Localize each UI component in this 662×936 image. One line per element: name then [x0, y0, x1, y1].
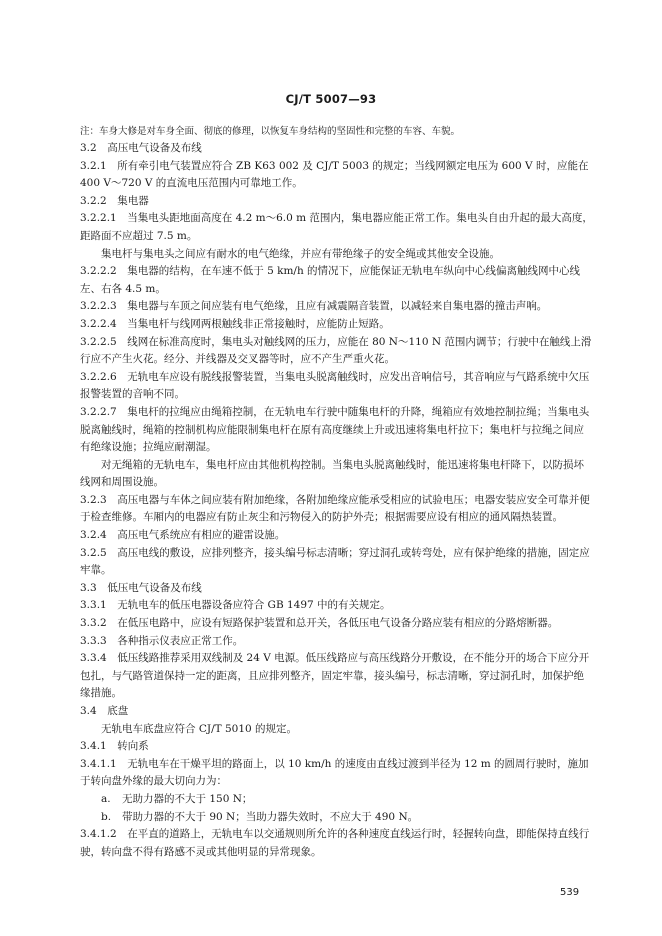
clause-paragraph: 3.2.2.6 无轨电车应设有脱线报警装置，当集电头脱离触线时，应发出音响信号，其音响应与气路系统中欠压报警装置的音响不同。 — [80, 370, 590, 401]
indented-paragraph: 对无绳箱的无轨电车，集电杆应由其他机构控制。当集电头脱离触线时，能迅速将集电杆降下，以防损坏线网和周围设施。 — [80, 458, 584, 489]
clause-paragraph: 3.2.2.7 集电杆的拉绳应由绳箱控制，在无轨电车行驶中随集电杆的升降，绳箱应有效地控制拉绳；当集电头脱离触线时，绳箱的控制机构应能限制集电杆在原有高度继续上升或迅速将集电杆拉下；集电杆与拉绳之间应有绝缘设施；拉绳应耐潮湿。 — [80, 405, 590, 454]
page-number: 539 — [560, 887, 580, 898]
clause-paragraph: 3.4.1.1 无轨电车在干燥平坦的路面上，以 10 km/h 的速度由直线过渡到半径为 12 m 的圆周行驶时，施加于转向盘外缘的最大切向力为： — [80, 757, 589, 788]
document-body — [80, 124, 594, 861]
clause-paragraph: 3.2.3 高压电器与车体之间应装有附加绝缘，各附加绝缘应能承受相应的试验电压；电器安装应安全可靠并便于检查维修。车厢内的电器应有防止灰尘和污物侵入的防护外壳；根据需要应设有相应的通风隔热装置。 — [80, 493, 590, 524]
clause-paragraph: 3.3.4 低压线路推荐采用双线制及 24 V 电源。低压线路应与高压线路分开敷设，在不能分开的场合下应分开包扎，与气路管道保持一定的距离，且应排列整齐，固定牢靠，接头编号，标志清晰，穿过洞孔时，加保护绝缘措施。 — [80, 652, 590, 700]
subsection-heading: 3.2.2 集电器 — [80, 194, 149, 207]
clause-paragraph: 3.2.2.2 集电器的结构，在车速不低于 5 km/h 的情况下，应能保证无轨电车纵向中心线偏离触线网中心线左、右各 4.5 m。 — [80, 265, 581, 295]
list-item — [80, 791, 594, 809]
section-heading: 3.2 高压电气设备及布线 — [80, 142, 202, 154]
list-item — [80, 809, 594, 827]
clause-paragraph: 3.3.2 在低压电路中，应设有短路保护装置和总开关，各低压电气设备分路应装有相应的分路熔断器。 — [80, 617, 559, 630]
subsection-heading: 3.4.1 转向系 — [80, 740, 149, 753]
list-item-text: 带助力器的不大于 90 N；当助力器失效时，不应大于 490 N。 — [122, 810, 419, 823]
list-item-label: b. — [101, 810, 112, 823]
clause-paragraph: 3.3.3 各种指示仪表应正常工作。 — [80, 634, 244, 647]
footnote: 注：车身大修是对车身全面、彻底的修理，以恢复车身结构的坚固性和完整的车容、车貌。 — [80, 126, 461, 137]
section-heading: 3.3 低压电气设备及布线 — [80, 581, 202, 594]
clause-paragraph: 3.2.2.4 当集电杆与线网两根触线非正常接触时，应能防止短路。 — [80, 317, 390, 330]
clause-paragraph: 3.2.2.3 集电器与车顶之间应装有电气绝缘，且应有减震隔音装置，以减轻来自集电器的撞击声响。 — [80, 300, 548, 313]
clause-paragraph: 3.4.1.2 在平直的道路上，无轨电车以交通规则所允许的各种速度直线运行时，轻握转向盘，即能保持直线行驶，转向盘不得有路感不灵或其他明显的异常现象。 — [80, 828, 590, 858]
indented-paragraph: 无轨电车底盘应符合 CJ/T 5010 的规定。 — [101, 722, 298, 735]
clause-paragraph: 3.2.4 高压电气系统应有相应的避雷设施。 — [80, 529, 286, 542]
clause-paragraph: 3.2.5 高压电线的敷设，应排列整齐，接头编号标志清晰；穿过洞孔或转弯处，应有保护绝缘的措施，固定应牢靠。 — [80, 546, 590, 577]
clause-paragraph: 3.2.2.5 线网在标准高度时，集电头对触线网的压力，应能在 80 N～110 N 范围内调节；行驶中在触线上滑行应不产生火花。经分、并线器及交叉器等时，应不产生严重火花。 — [80, 335, 592, 366]
section-heading: 3.4 底盘 — [80, 705, 129, 717]
clause-paragraph: 3.3.1 无轨电车的低压电器设备应符合 GB 1497 中的有关规定。 — [80, 599, 391, 612]
clause-paragraph: 3.2.2.1 当集电头距地面高度在 4.2 m～6.0 m 范围内，集电器应能正常工作。集电头自由升起的最大高度，距路面不应超过 7.5 m。 — [80, 212, 593, 242]
document-code-header: CJ/T 5007—93 — [285, 92, 377, 106]
list-item-label: a. — [101, 792, 111, 805]
clause-paragraph: 3.2.1 所有牵引电气装置应符合 ZB K63 002 及 CJ/T 5003 的规定；当线网额定电压为 600 V 时，应能在 400 V～720 V 的直流电压范围内可靠地工作。 — [80, 159, 589, 190]
list-item-text: 无助力器的不大于 150 N； — [122, 792, 253, 805]
indented-paragraph: 集电杆与集电头之间应有耐水的电气绝缘，并应有带绝缘子的安全绳或其他安全设施。 — [101, 247, 500, 260]
